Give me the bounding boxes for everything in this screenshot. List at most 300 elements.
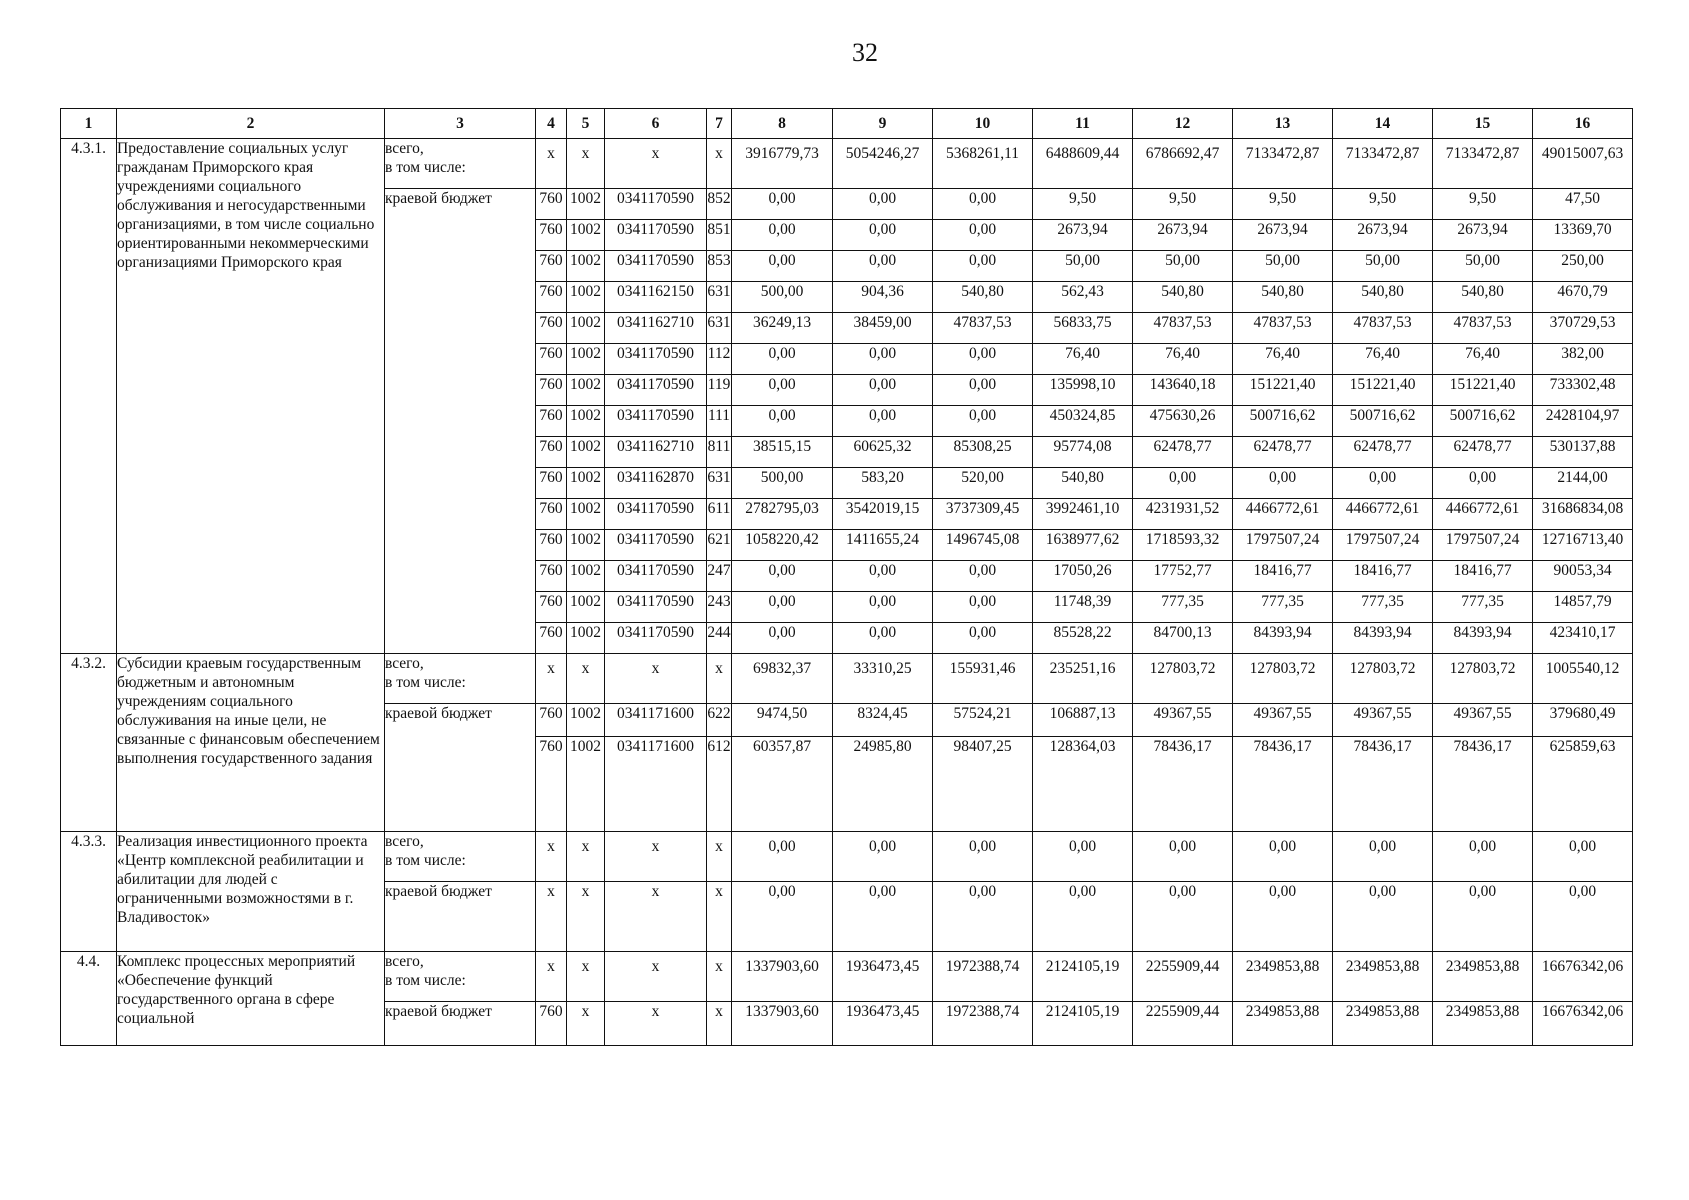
row-number: 4.3.1. (61, 139, 117, 654)
budget-code: x (567, 1002, 605, 1046)
budget-code: 1002 (567, 406, 605, 437)
amount-cell: 0,00 (933, 251, 1033, 282)
budget-code: 0341162710 (605, 313, 707, 344)
amount-cell: 2124105,19 (1033, 952, 1133, 1002)
amount-cell: 7133472,87 (1433, 139, 1533, 189)
budget-code: 0341170590 (605, 375, 707, 406)
budget-code: 760 (536, 704, 567, 737)
amount-cell: 84393,94 (1433, 623, 1533, 654)
column-header-15: 15 (1433, 109, 1533, 139)
budget-code: 244 (707, 623, 732, 654)
amount-cell: 3992461,10 (1033, 499, 1133, 530)
budget-code: 631 (707, 313, 732, 344)
amount-cell: 0,00 (1233, 882, 1333, 952)
amount-cell: 49367,55 (1433, 704, 1533, 737)
amount-cell: 583,20 (833, 468, 933, 499)
amount-cell: 540,80 (933, 282, 1033, 313)
budget-code: 119 (707, 375, 732, 406)
budget-code: 247 (707, 561, 732, 592)
amount-cell: 3916779,73 (732, 139, 833, 189)
column-header-7: 7 (707, 109, 732, 139)
amount-cell: 127803,72 (1133, 654, 1233, 704)
funding-source: краевой бюджет (385, 704, 536, 832)
amount-cell: 90053,34 (1533, 561, 1633, 592)
amount-cell: 0,00 (933, 832, 1033, 882)
table-body (61, 139, 1633, 1046)
amount-cell: 0,00 (1533, 832, 1633, 882)
amount-cell: 151221,40 (1433, 375, 1533, 406)
amount-cell: 155931,46 (933, 654, 1033, 704)
amount-cell: 2124105,19 (1033, 1002, 1133, 1046)
amount-cell: 0,00 (833, 220, 933, 251)
amount-cell: 18416,77 (1333, 561, 1433, 592)
amount-cell: 540,80 (1233, 282, 1333, 313)
budget-code: 760 (536, 313, 567, 344)
amount-cell: 14857,79 (1533, 592, 1633, 623)
funding-source: краевой бюджет (385, 1002, 536, 1046)
budget-code: 0341170590 (605, 406, 707, 437)
amount-cell: 370729,53 (1533, 313, 1633, 344)
budget-code: 760 (536, 437, 567, 468)
amount-cell: 49367,55 (1233, 704, 1333, 737)
amount-cell: 76,40 (1033, 344, 1133, 375)
budget-code: 0341170590 (605, 561, 707, 592)
budget-code: 760 (536, 737, 567, 832)
funding-source-total: всего, в том числе: (385, 952, 536, 1002)
amount-cell: 60625,32 (833, 437, 933, 468)
amount-cell: 4670,79 (1533, 282, 1633, 313)
amount-cell: 1797507,24 (1233, 530, 1333, 561)
amount-cell: 2255909,44 (1133, 1002, 1233, 1046)
budget-code: 760 (536, 220, 567, 251)
amount-cell: 2349853,88 (1333, 952, 1433, 1002)
budget-code: 112 (707, 344, 732, 375)
amount-cell: 2673,94 (1333, 220, 1433, 251)
amount-cell: 4466772,61 (1433, 499, 1533, 530)
budget-code: 0341170590 (605, 189, 707, 220)
page-number: 32 (852, 38, 878, 67)
amount-cell: 16676342,06 (1533, 1002, 1633, 1046)
amount-cell: 520,00 (933, 468, 1033, 499)
amount-cell: 7133472,87 (1333, 139, 1433, 189)
amount-cell: 6488609,44 (1033, 139, 1133, 189)
amount-cell: 0,00 (933, 882, 1033, 952)
amount-cell: 8324,45 (833, 704, 933, 737)
budget-code: 611 (707, 499, 732, 530)
amount-cell: 47837,53 (1333, 313, 1433, 344)
budget-code: 760 (536, 406, 567, 437)
budget-code: x (605, 952, 707, 1002)
amount-cell: 84393,94 (1233, 623, 1333, 654)
budget-code: 853 (707, 251, 732, 282)
table-row-total (61, 654, 1633, 704)
amount-cell: 47837,53 (1233, 313, 1333, 344)
budget-code: 0341170590 (605, 623, 707, 654)
table-row-total (61, 952, 1633, 1002)
amount-cell: 62478,77 (1233, 437, 1333, 468)
measure-name: Субсидии краевым государственным бюджетным и автономным учреждениям социального обслуживания на иные цели, не связанные с финансовым обеспечением выполнения государственного задания (117, 654, 385, 832)
amount-cell: 0,00 (1433, 468, 1533, 499)
amount-cell: 62478,77 (1433, 437, 1533, 468)
amount-cell: 1972388,74 (933, 1002, 1033, 1046)
budget-code: x (707, 139, 732, 189)
amount-cell: 38459,00 (833, 313, 933, 344)
amount-cell: 1797507,24 (1333, 530, 1433, 561)
amount-cell: 1936473,45 (833, 1002, 933, 1046)
amount-cell: 0,00 (833, 406, 933, 437)
amount-cell: 0,00 (833, 189, 933, 220)
budget-code: x (707, 832, 732, 882)
amount-cell: 2349853,88 (1433, 952, 1533, 1002)
amount-cell: 33310,25 (833, 654, 933, 704)
amount-cell: 540,80 (1333, 282, 1433, 313)
amount-cell: 379680,49 (1533, 704, 1633, 737)
amount-cell: 4466772,61 (1233, 499, 1333, 530)
amount-cell: 733302,48 (1533, 375, 1633, 406)
amount-cell: 18416,77 (1433, 561, 1533, 592)
budget-table (60, 108, 1633, 1046)
amount-cell: 0,00 (732, 882, 833, 952)
amount-cell: 60357,87 (732, 737, 833, 832)
amount-cell: 9,50 (1333, 189, 1433, 220)
budget-code: 760 (536, 561, 567, 592)
amount-cell: 777,35 (1133, 592, 1233, 623)
amount-cell: 0,00 (933, 592, 1033, 623)
amount-cell: 76,40 (1333, 344, 1433, 375)
amount-cell: 2428104,97 (1533, 406, 1633, 437)
budget-code: x (536, 654, 567, 704)
amount-cell: 0,00 (1333, 468, 1433, 499)
amount-cell: 0,00 (833, 561, 933, 592)
amount-cell: 9,50 (1433, 189, 1533, 220)
amount-cell: 540,80 (1033, 468, 1133, 499)
amount-cell: 540,80 (1133, 282, 1233, 313)
amount-cell: 0,00 (1433, 882, 1533, 952)
budget-code: 1002 (567, 561, 605, 592)
amount-cell: 1005540,12 (1533, 654, 1633, 704)
amount-cell: 382,00 (1533, 344, 1633, 375)
amount-cell: 0,00 (732, 344, 833, 375)
amount-cell: 0,00 (732, 561, 833, 592)
amount-cell: 2673,94 (1233, 220, 1333, 251)
amount-cell: 1337903,60 (732, 952, 833, 1002)
amount-cell: 127803,72 (1333, 654, 1433, 704)
amount-cell: 47837,53 (933, 313, 1033, 344)
row-number: 4.3.3. (61, 832, 117, 952)
budget-code: 1002 (567, 468, 605, 499)
column-header-8: 8 (732, 109, 833, 139)
amount-cell: 17050,26 (1033, 561, 1133, 592)
amount-cell: 0,00 (1133, 882, 1233, 952)
amount-cell: 85528,22 (1033, 623, 1133, 654)
budget-code: x (567, 654, 605, 704)
budget-code: 760 (536, 623, 567, 654)
budget-code: 1002 (567, 530, 605, 561)
amount-cell: 56833,75 (1033, 313, 1133, 344)
amount-cell: 423410,17 (1533, 623, 1633, 654)
amount-cell: 143640,18 (1133, 375, 1233, 406)
amount-cell: 17752,77 (1133, 561, 1233, 592)
amount-cell: 0,00 (1033, 882, 1133, 952)
amount-cell: 0,00 (1233, 832, 1333, 882)
amount-cell: 76,40 (1433, 344, 1533, 375)
amount-cell: 1058220,42 (732, 530, 833, 561)
budget-code: 1002 (567, 251, 605, 282)
amount-cell: 31686834,08 (1533, 499, 1633, 530)
budget-code: 760 (536, 1002, 567, 1046)
amount-cell: 0,00 (833, 344, 933, 375)
budget-code: 1002 (567, 437, 605, 468)
amount-cell: 78436,17 (1233, 737, 1333, 832)
amount-cell: 0,00 (732, 406, 833, 437)
budget-code: 0341162150 (605, 282, 707, 313)
amount-cell: 6786692,47 (1133, 139, 1233, 189)
amount-cell: 0,00 (933, 220, 1033, 251)
budget-code: 760 (536, 344, 567, 375)
budget-code: 811 (707, 437, 732, 468)
amount-cell: 0,00 (833, 623, 933, 654)
amount-cell: 47,50 (1533, 189, 1633, 220)
amount-cell: 2349853,88 (1333, 1002, 1433, 1046)
amount-cell: 0,00 (933, 375, 1033, 406)
amount-cell: 135998,10 (1033, 375, 1133, 406)
budget-code: 760 (536, 499, 567, 530)
amount-cell: 1496745,08 (933, 530, 1033, 561)
budget-code: 111 (707, 406, 732, 437)
amount-cell: 562,43 (1033, 282, 1133, 313)
budget-code: 0341170590 (605, 499, 707, 530)
amount-cell: 62478,77 (1333, 437, 1433, 468)
funding-source: краевой бюджет (385, 189, 536, 654)
budget-code: x (536, 832, 567, 882)
amount-cell: 9,50 (1033, 189, 1133, 220)
amount-cell: 57524,21 (933, 704, 1033, 737)
budget-code: x (707, 882, 732, 952)
amount-cell: 1411655,24 (833, 530, 933, 561)
amount-cell: 0,00 (933, 623, 1033, 654)
amount-cell: 500716,62 (1433, 406, 1533, 437)
budget-code: 612 (707, 737, 732, 832)
budget-code: 1002 (567, 592, 605, 623)
amount-cell: 235251,16 (1033, 654, 1133, 704)
amount-cell: 2349853,88 (1233, 952, 1333, 1002)
amount-cell: 127803,72 (1433, 654, 1533, 704)
budget-code: 243 (707, 592, 732, 623)
budget-code: 852 (707, 189, 732, 220)
table-row-total (61, 832, 1633, 882)
amount-cell: 127803,72 (1233, 654, 1333, 704)
budget-code: 0341170590 (605, 530, 707, 561)
amount-cell: 50,00 (1433, 251, 1533, 282)
amount-cell: 3737309,45 (933, 499, 1033, 530)
amount-cell: 4466772,61 (1333, 499, 1433, 530)
table-row-total (61, 139, 1633, 189)
budget-code: 851 (707, 220, 732, 251)
budget-code: 1002 (567, 189, 605, 220)
amount-cell: 7133472,87 (1233, 139, 1333, 189)
amount-cell: 2349853,88 (1433, 1002, 1533, 1046)
amount-cell: 50,00 (1033, 251, 1133, 282)
amount-cell: 2255909,44 (1133, 952, 1233, 1002)
amount-cell: 0,00 (833, 882, 933, 952)
budget-code: 0341170590 (605, 251, 707, 282)
budget-code: 0341171600 (605, 737, 707, 832)
amount-cell: 9,50 (1233, 189, 1333, 220)
amount-cell: 0,00 (1433, 832, 1533, 882)
budget-code: 1002 (567, 704, 605, 737)
budget-code: 1002 (567, 375, 605, 406)
amount-cell: 24985,80 (833, 737, 933, 832)
amount-cell: 76,40 (1133, 344, 1233, 375)
funding-source-total: всего, в том числе: (385, 832, 536, 882)
amount-cell: 0,00 (833, 592, 933, 623)
amount-cell: 0,00 (1133, 832, 1233, 882)
amount-cell: 9474,50 (732, 704, 833, 737)
amount-cell: 1638977,62 (1033, 530, 1133, 561)
budget-code: x (536, 882, 567, 952)
amount-cell: 5054246,27 (833, 139, 933, 189)
amount-cell: 50,00 (1133, 251, 1233, 282)
amount-cell: 47837,53 (1433, 313, 1533, 344)
funding-source-total: всего, в том числе: (385, 139, 536, 189)
budget-code: 1002 (567, 282, 605, 313)
amount-cell: 500,00 (732, 468, 833, 499)
amount-cell: 0,00 (732, 623, 833, 654)
amount-cell: 16676342,06 (1533, 952, 1633, 1002)
amount-cell: 0,00 (732, 375, 833, 406)
amount-cell: 0,00 (833, 375, 933, 406)
budget-code: 0341170590 (605, 220, 707, 251)
budget-code: 760 (536, 251, 567, 282)
amount-cell: 98407,25 (933, 737, 1033, 832)
budget-code: 621 (707, 530, 732, 561)
budget-code: 631 (707, 282, 732, 313)
budget-code: x (536, 952, 567, 1002)
budget-code: 760 (536, 530, 567, 561)
amount-cell: 777,35 (1333, 592, 1433, 623)
amount-cell: 84700,13 (1133, 623, 1233, 654)
budget-code: x (605, 832, 707, 882)
amount-cell: 0,00 (732, 220, 833, 251)
amount-cell: 76,40 (1233, 344, 1333, 375)
amount-cell: 9,50 (1133, 189, 1233, 220)
amount-cell: 62478,77 (1133, 437, 1233, 468)
budget-code: x (707, 654, 732, 704)
amount-cell: 0,00 (732, 251, 833, 282)
amount-cell: 38515,15 (732, 437, 833, 468)
amount-cell: 4231931,52 (1133, 499, 1233, 530)
column-header-5: 5 (567, 109, 605, 139)
budget-code: 622 (707, 704, 732, 737)
row-number: 4.3.2. (61, 654, 117, 832)
amount-cell: 0,00 (1133, 468, 1233, 499)
column-header-3: 3 (385, 109, 536, 139)
amount-cell: 500716,62 (1333, 406, 1433, 437)
amount-cell: 0,00 (933, 189, 1033, 220)
budget-code: 760 (536, 282, 567, 313)
budget-code: x (605, 139, 707, 189)
column-header-2: 2 (117, 109, 385, 139)
amount-cell: 0,00 (732, 832, 833, 882)
amount-cell: 0,00 (1033, 832, 1133, 882)
amount-cell: 78436,17 (1333, 737, 1433, 832)
budget-code: 1002 (567, 499, 605, 530)
amount-cell: 0,00 (732, 592, 833, 623)
amount-cell: 0,00 (933, 406, 1033, 437)
budget-code: x (707, 952, 732, 1002)
amount-cell: 84393,94 (1333, 623, 1433, 654)
budget-code: 0341162870 (605, 468, 707, 499)
amount-cell: 49015007,63 (1533, 139, 1633, 189)
amount-cell: 5368261,11 (933, 139, 1033, 189)
amount-cell: 450324,85 (1033, 406, 1133, 437)
amount-cell: 151221,40 (1333, 375, 1433, 406)
amount-cell: 11748,39 (1033, 592, 1133, 623)
amount-cell: 95774,08 (1033, 437, 1133, 468)
amount-cell: 18416,77 (1233, 561, 1333, 592)
budget-code: x (605, 654, 707, 704)
column-header-4: 4 (536, 109, 567, 139)
column-header-6: 6 (605, 109, 707, 139)
measure-name: Реализация инвестиционного проекта «Центр комплексной реабилитации и абилитации для людей с ограниченными возможностями в г. Владивосток» (117, 832, 385, 952)
budget-code: x (567, 139, 605, 189)
budget-code: 1002 (567, 737, 605, 832)
budget-code: 631 (707, 468, 732, 499)
column-header-9: 9 (833, 109, 933, 139)
budget-code: 0341170590 (605, 344, 707, 375)
amount-cell: 0,00 (1333, 882, 1433, 952)
amount-cell: 625859,63 (1533, 737, 1633, 832)
amount-cell: 530137,88 (1533, 437, 1633, 468)
amount-cell: 2144,00 (1533, 468, 1633, 499)
amount-cell: 47837,53 (1133, 313, 1233, 344)
budget-code: x (707, 1002, 732, 1046)
amount-cell: 0,00 (933, 344, 1033, 375)
budget-code: 760 (536, 375, 567, 406)
header-row (61, 109, 1633, 139)
budget-code: x (567, 882, 605, 952)
amount-cell: 500716,62 (1233, 406, 1333, 437)
amount-cell: 0,00 (933, 561, 1033, 592)
amount-cell: 151221,40 (1233, 375, 1333, 406)
amount-cell: 50,00 (1233, 251, 1333, 282)
amount-cell: 49367,55 (1333, 704, 1433, 737)
budget-code: x (605, 1002, 707, 1046)
amount-cell: 1718593,32 (1133, 530, 1233, 561)
budget-code: 0341162710 (605, 437, 707, 468)
budget-code: 760 (536, 468, 567, 499)
amount-cell: 0,00 (1233, 468, 1333, 499)
measure-name: Комплекс процессных мероприятий «Обеспечение функций государственного органа в сфере социальной (117, 952, 385, 1046)
amount-cell: 12716713,40 (1533, 530, 1633, 561)
amount-cell: 1936473,45 (833, 952, 933, 1002)
column-header-16: 16 (1533, 109, 1633, 139)
amount-cell: 78436,17 (1433, 737, 1533, 832)
measure-name: Предоставление социальных услуг гражданам Приморского края учреждениями социального обслуживания и негосударственными организациями, в том числе социально ориентированными некоммерческими организациями Приморского края (117, 139, 385, 654)
amount-cell: 85308,25 (933, 437, 1033, 468)
amount-cell: 0,00 (833, 251, 933, 282)
column-header-11: 11 (1033, 109, 1133, 139)
amount-cell: 2673,94 (1433, 220, 1533, 251)
amount-cell: 0,00 (732, 189, 833, 220)
funding-source-total: всего, в том числе: (385, 654, 536, 704)
amount-cell: 0,00 (1333, 832, 1433, 882)
budget-code: 760 (536, 189, 567, 220)
amount-cell: 1337903,60 (732, 1002, 833, 1046)
column-header-12: 12 (1133, 109, 1233, 139)
amount-cell: 777,35 (1433, 592, 1533, 623)
budget-code: x (536, 139, 567, 189)
